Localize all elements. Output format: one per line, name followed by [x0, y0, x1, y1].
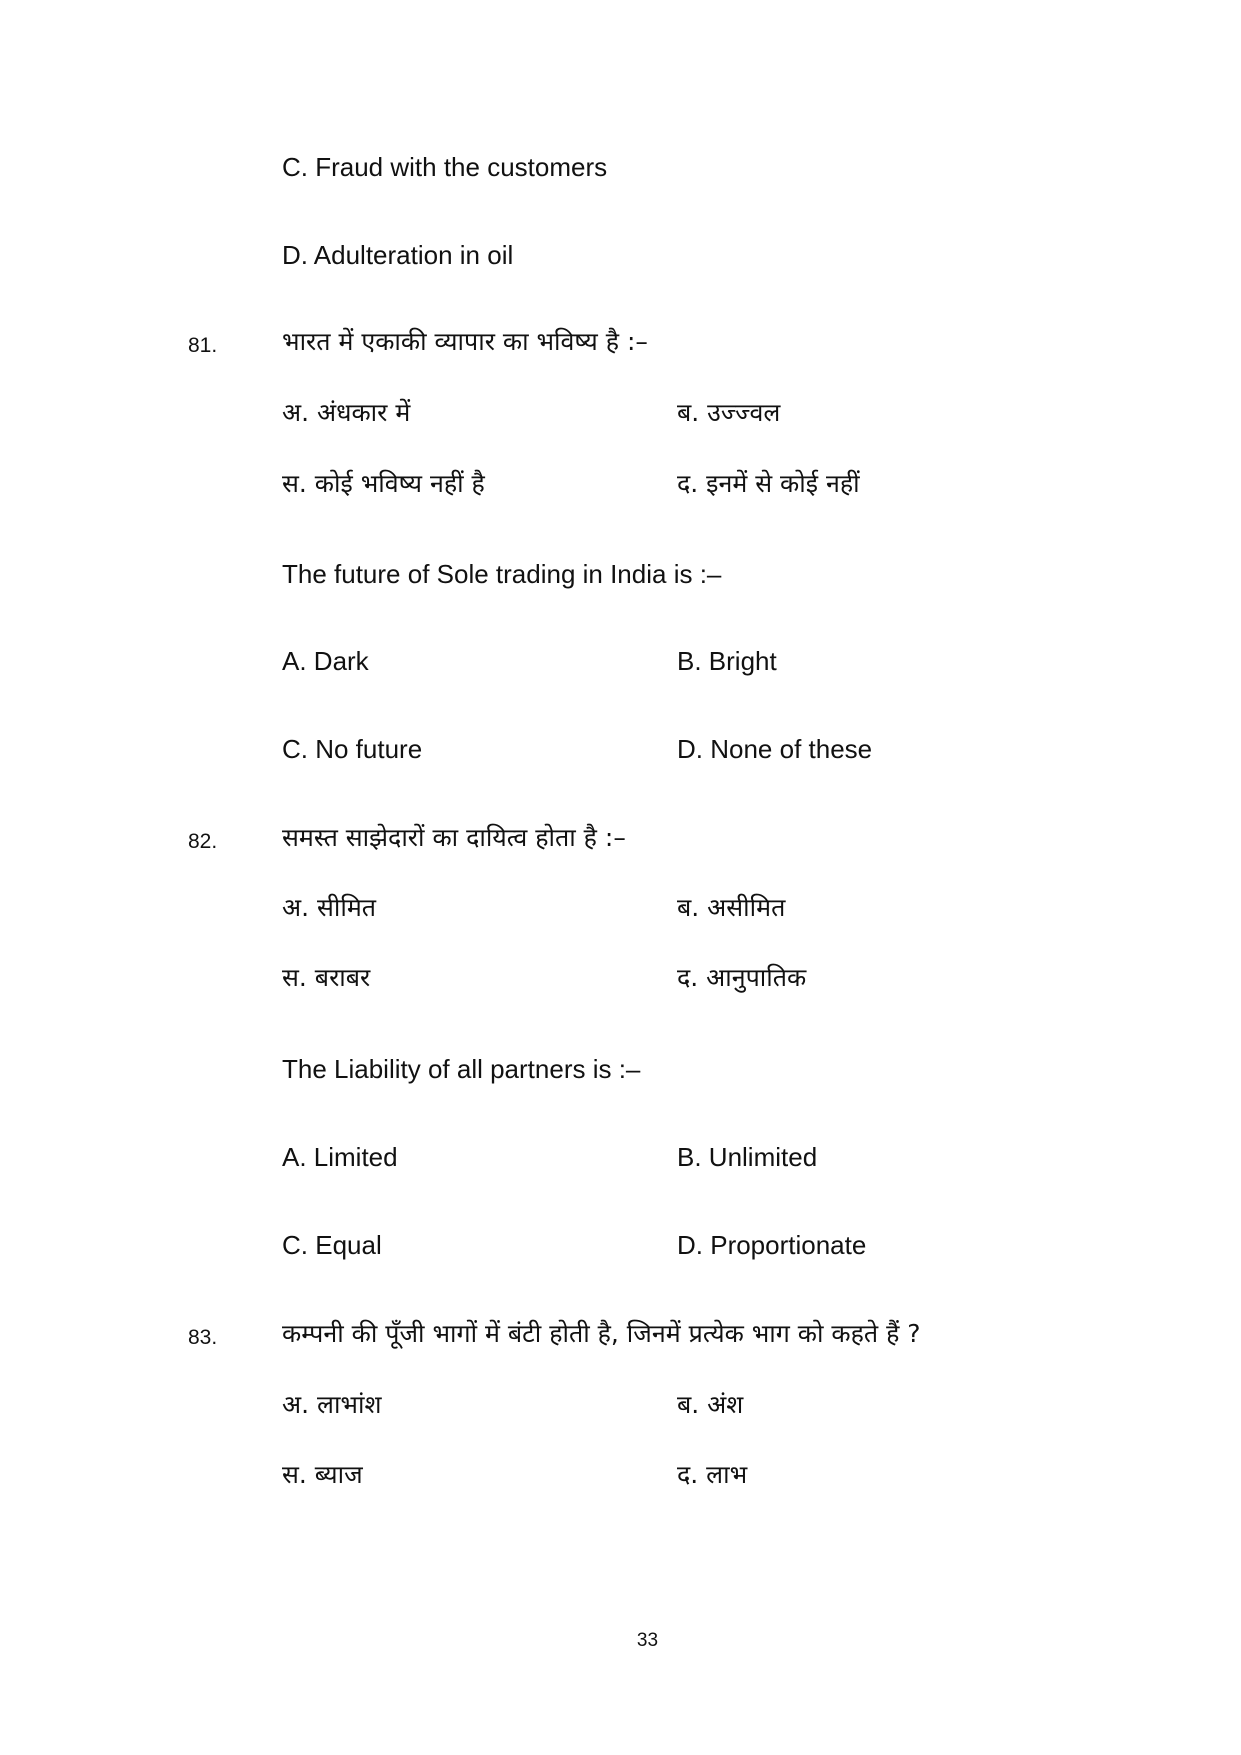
q81-option-b: B. Bright	[677, 646, 777, 676]
q81-hindi-option-d: द. इनमें से कोई नहीं	[677, 469, 860, 498]
question-number-81: 81.	[188, 334, 218, 357]
q83-hindi-option-d: द. लाभ	[677, 1460, 748, 1489]
question-81-english: The future of Sole trading in India is :–	[282, 559, 722, 589]
q82-option-c: C. Equal	[282, 1230, 382, 1260]
q81-hindi-option-c: स. कोई भविष्य नहीं है	[282, 469, 485, 498]
q82-option-a: A. Limited	[282, 1142, 398, 1172]
q82-hindi-option-b: ब. असीमित	[677, 893, 786, 922]
q81-hindi-option-b: ब. उज्ज्वल	[677, 398, 781, 427]
q82-hindi-option-d: द. आनुपातिक	[677, 963, 807, 992]
q83-hindi-option-c: स. ब्याज	[282, 1460, 363, 1489]
question-number-83: 83.	[188, 1326, 218, 1349]
question-82-english: The Liability of all partners is :–	[282, 1054, 641, 1084]
question-81-hindi: भारत में एकाकी व्यापार का भविष्य है :–	[282, 327, 648, 356]
page-number: 33	[636, 1630, 659, 1651]
q82-option-d: D. Proportionate	[677, 1230, 867, 1260]
q81-option-d: D. None of these	[677, 734, 873, 764]
option-c-prev: C. Fraud with the customers	[282, 152, 608, 182]
question-number-82: 82.	[188, 830, 218, 853]
question-83-hindi: कम्पनी की पूँजी भागों में बंटी होती है, जिनमें प्रत्येक भाग को कहते हैं ?	[282, 1319, 921, 1348]
q81-option-c: C. No future	[282, 734, 423, 764]
q81-option-a: A. Dark	[282, 646, 369, 676]
q83-hindi-option-a: अ. लाभांश	[282, 1390, 382, 1419]
q83-hindi-option-b: ब. अंश	[677, 1390, 744, 1419]
question-82-hindi: समस्त साझेदारों का दायित्व होता है :–	[282, 823, 626, 852]
q82-hindi-option-a: अ. सीमित	[282, 893, 377, 922]
q82-hindi-option-c: स. बराबर	[282, 963, 371, 992]
q81-hindi-option-a: अ. अंधकार में	[282, 398, 411, 427]
q82-option-b: B. Unlimited	[677, 1142, 818, 1172]
option-d-prev: D. Adulteration in oil	[282, 240, 514, 270]
